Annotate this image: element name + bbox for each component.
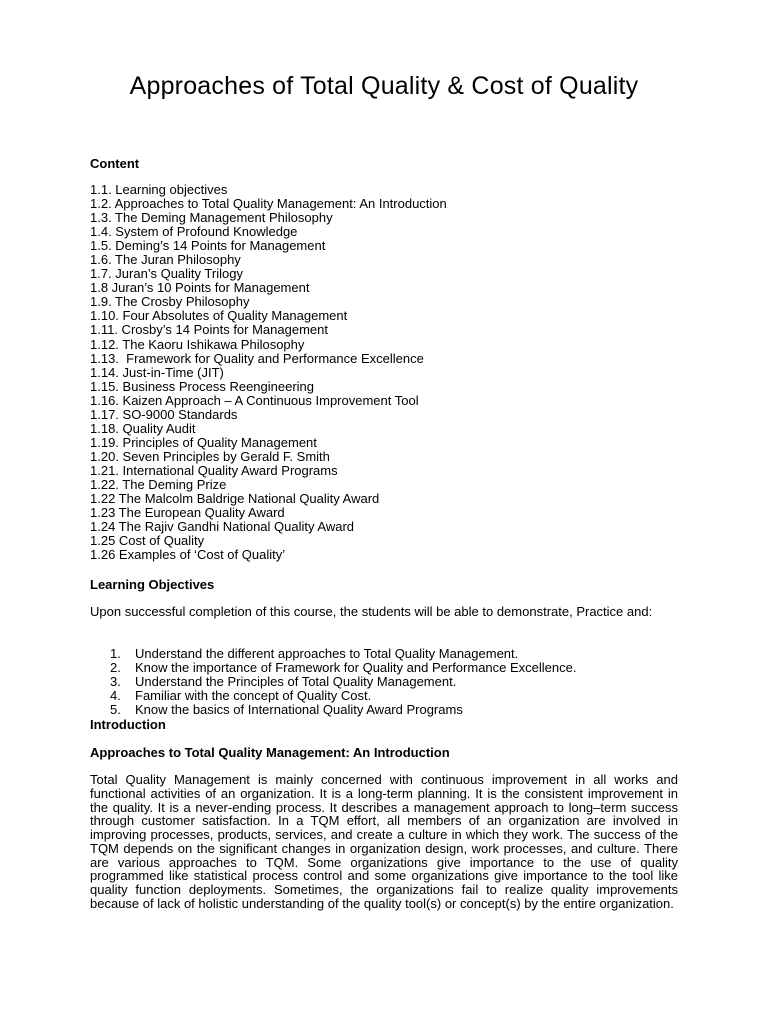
toc-item: 1.24 The Rajiv Gandhi National Quality Award (90, 519, 355, 535)
objective-text: Familiar with the concept of Quality Cost. (135, 688, 372, 704)
toc-item: 1.22 The Malcolm Baldrige National Quality Award (90, 491, 380, 507)
objective-text: Know the basics of International Quality Award Programs (135, 702, 463, 718)
objective-item (110, 661, 576, 675)
toc-item: 1.1. Learning objectives (90, 182, 228, 197)
objective-text: Understand the Principles of Total Quality Management. (135, 674, 457, 690)
toc-item: 1.25 Cost of Quality (90, 533, 205, 549)
objective-item (110, 675, 576, 689)
toc-item: 1.11. Crosby’s 14 Points for Management (90, 322, 328, 338)
toc-item: 1.21. International Quality Award Programs (90, 462, 338, 478)
toc-item: 1.6. The Juran Philosophy (90, 252, 241, 268)
toc-item: 1.22. The Deming Prize (90, 476, 227, 492)
objective-number: 2. (110, 660, 121, 676)
toc-item: 1.16. Kaizen Approach – A Continuous Improvement Tool (90, 392, 419, 408)
document-title: Approaches of Total Quality & Cost of Quality (129, 72, 639, 100)
objective-number: 3. (110, 674, 121, 690)
toc-item: 1.26 Examples of ‘Cost of Quality’ (90, 547, 286, 563)
toc-item: 1.10. Four Absolutes of Quality Management (90, 308, 348, 324)
toc-item: 1.23 The European Quality Award (90, 505, 285, 521)
learning-objectives-heading: Learning Objectives (90, 577, 215, 592)
toc-item: 1.8 Juran’s 10 Points for Management (90, 280, 310, 296)
toc-item: 1.17. SO-9000 Standards (90, 406, 238, 422)
toc-item: 1.18. Quality Audit (90, 420, 196, 436)
approaches-heading: Approaches to Total Quality Management: An Introduction (90, 745, 450, 760)
objective-text: Know the importance of Framework for Quality and Performance Excellence. (135, 660, 577, 676)
approaches-body: Total Quality Management is mainly concerned with continuous improvement in all works and functional activities of an organization. It is a long-term planning. It is the consistent improvement in the quality. It is a never-ending process. It describes a management approach to long–term success through customer satisfaction. In a TQM effort, all members of an organization are involved in improving processes, products, services, and create a culture in which they work. The success of the TQM depends on the significant changes in organization design, work processes, and culture. There are various approaches to TQM. Some organizations give importance to the use of quality programmed like statistical process control and some organizations give importance to the tool like quality function deployments. Sometimes, the organizations fail to realize quality improvements because of lack of holistic understanding of the quality tool(s) or concept(s) by the entire organization. (90, 772, 678, 911)
content-heading: Content (90, 156, 140, 171)
toc-item: 1.14. Just-in-Time (JIT) (90, 364, 224, 380)
objective-number: 1. (110, 646, 121, 661)
objectives-list (110, 647, 576, 717)
learning-objectives-intro: Upon successful completion of this course, the students will be able to demonstrate, Practice and: (90, 604, 653, 619)
toc-item: 1.5. Deming’s 14 Points for Management (90, 238, 326, 254)
objective-number: 4. (110, 688, 121, 704)
toc-item: 1.13. Framework for Quality and Performance Excellence (90, 350, 424, 366)
objective-number: 5. (110, 702, 121, 718)
toc-item: 1.4. System of Profound Knowledge (90, 224, 298, 240)
toc-item: 1.9. The Crosby Philosophy (90, 294, 250, 310)
toc-item: 1.12. The Kaoru Ishikawa Philosophy (90, 336, 305, 352)
objective-item (110, 689, 576, 703)
toc-item: 1.7. Juran’s Quality Trilogy (90, 266, 243, 282)
objective-text: Understand the different approaches to Total Quality Management. (135, 646, 519, 661)
toc-item: 1.3. The Deming Management Philosophy (90, 210, 333, 226)
introduction-heading: Introduction (90, 717, 166, 732)
toc-item: 1.20. Seven Principles by Gerald F. Smith (90, 448, 330, 464)
toc-item: 1.2. Approaches to Total Quality Management: An Introduction (90, 196, 447, 212)
toc-item: 1.19. Principles of Quality Management (90, 434, 317, 450)
objective-item (110, 703, 576, 717)
objective-item (110, 647, 576, 661)
toc-item: 1.15. Business Process Reengineering (90, 378, 315, 394)
table-of-contents (90, 183, 447, 562)
